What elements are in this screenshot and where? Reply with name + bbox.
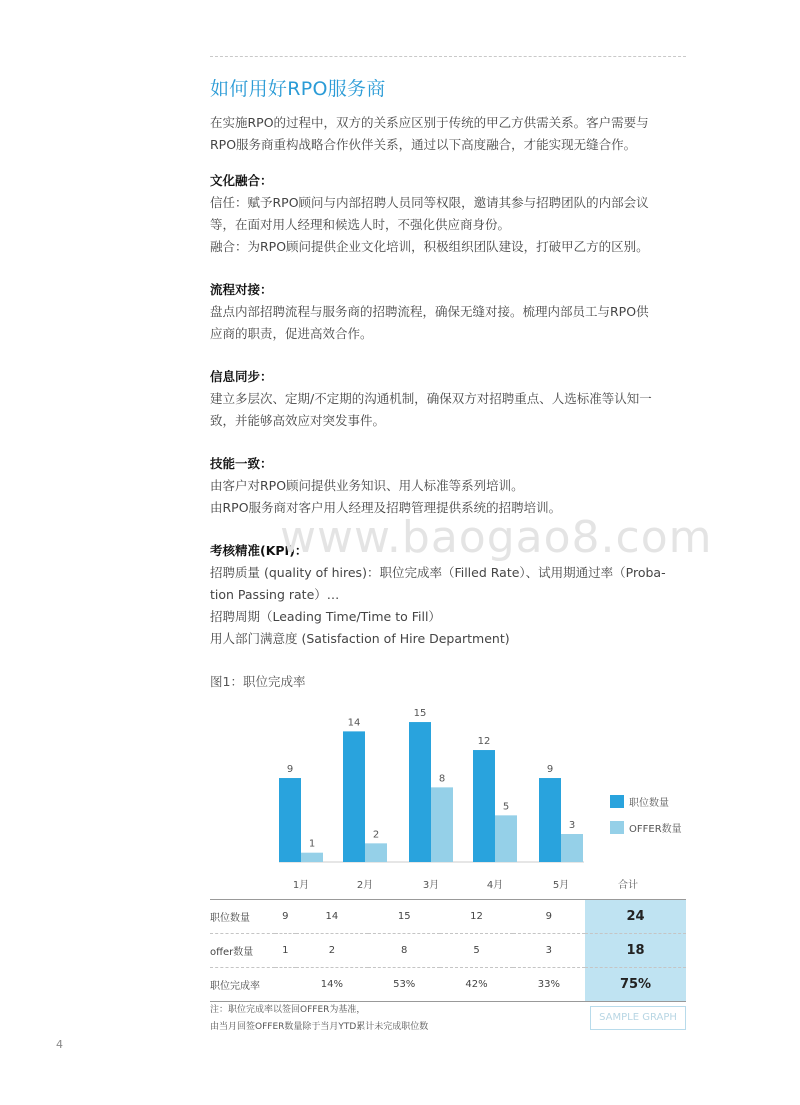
table-row: [210, 934, 686, 968]
section-info-sync: [210, 366, 690, 432]
table-cell: [275, 968, 296, 1002]
sample-graph-label: SAMPLE GRAPH: [590, 1006, 686, 1030]
intro-line: 在实施RPO的过程中，双方的关系应区别于传统的甲乙方供需关系。客户需要与: [210, 115, 649, 130]
section-line: 应商的职责，促进高效合作。: [210, 326, 373, 341]
table-cell: 15: [368, 900, 440, 934]
data-label: 5: [502, 801, 510, 813]
x-tick-label: 1月: [292, 880, 310, 891]
section-line: 信任：赋予RPO顾问与内部招聘人员同等权限，邀请其参与招聘团队的内部会议: [210, 195, 649, 210]
section-line: 招聘周期（Leading Time/Time to Fill）: [210, 609, 441, 624]
data-label: 3: [568, 820, 576, 832]
section-line: 由RPO服务商对客户用人经理及招聘管理提供系统的招聘培训。: [210, 500, 562, 515]
footnote-line: 由当月回签OFFER数量除于当月YTD累计未完成职位数: [210, 1022, 429, 1032]
bar-positions: [539, 778, 561, 862]
table-row: [210, 968, 686, 1002]
bar-offers: [495, 815, 517, 862]
x-tick-label: 4月: [486, 880, 504, 891]
data-label: 8: [438, 773, 446, 785]
x-tick-label: 3月: [422, 880, 440, 891]
row-label: 职位完成率: [210, 968, 275, 1002]
table-cell: 33%: [513, 968, 585, 1002]
bar-offers: [301, 853, 323, 862]
intro-line: RPO服务商重构战略合作伙伴关系，通过以下高度融合，才能实现无缝合作。: [210, 137, 637, 152]
data-label: 2: [372, 829, 380, 841]
x-tick-label: 2月: [356, 880, 374, 891]
bar-positions: [343, 731, 365, 862]
table-cell: 2: [296, 934, 368, 968]
page-number: 4: [56, 1038, 63, 1051]
section-line: 用人部门满意度 (Satisfaction of Hire Department): [210, 631, 510, 646]
article-body: [210, 112, 690, 671]
legend-item: [610, 820, 682, 834]
intro-paragraph: [210, 112, 690, 156]
section-title: 流程对接：: [210, 282, 273, 297]
section-culture: [210, 170, 690, 258]
section-line: 等，在面对用人经理和候选人时，不强化供应商身份。: [210, 217, 511, 232]
bar-positions: [473, 750, 495, 862]
section-title: 技能一致：: [210, 456, 273, 471]
data-label: 15: [413, 708, 427, 720]
data-label: 14: [347, 717, 361, 729]
section-line: tion Passing rate）…: [210, 587, 340, 602]
bar-offers: [431, 787, 453, 862]
section-line: 盘点内部招聘流程与服务商的招聘流程，确保无缝对接。梳理内部员工与RPO供: [210, 304, 649, 319]
watermark: www.baogao8.com: [280, 512, 713, 563]
table-row: [210, 900, 686, 934]
footnote: [210, 1002, 428, 1036]
total-cell: 18: [585, 934, 686, 968]
section-line: 建立多层次、定期/不定期的沟通机制，确保双方对招聘重点、人选标准等认知一: [210, 391, 652, 406]
legend-label: OFFER数量: [629, 823, 682, 835]
table-cell: 9: [275, 900, 296, 934]
legend-swatch: [610, 795, 624, 808]
table-cell: 5: [440, 934, 512, 968]
page-title: 如何用好RPO服务商: [210, 78, 386, 100]
figure-caption: 图1：职位完成率: [210, 674, 306, 689]
section-line: 招聘质量 (quality of hires)：职位完成率（Filled Rate）、试用期通过率（Proba-: [210, 565, 666, 580]
total-cell: 75%: [585, 968, 686, 1002]
data-label: 1: [308, 838, 316, 850]
data-table: [210, 899, 686, 1002]
table-cell: 9: [513, 900, 585, 934]
table-cell: 3: [513, 934, 585, 968]
table-cell: 14: [296, 900, 368, 934]
row-label: offer数量: [210, 934, 275, 968]
table-cell: 1: [275, 934, 296, 968]
section-title: 信息同步：: [210, 369, 273, 384]
section-title: 文化融合：: [210, 173, 273, 188]
section-line: 融合：为RPO顾问提供企业文化培训，积极组织团队建设，打破甲乙方的区别。: [210, 239, 649, 254]
x-tick-label: 5月: [552, 880, 570, 891]
bar-positions: [279, 778, 301, 862]
section-line: 由客户对RPO顾问提供业务知识、用人标准等系列培训。: [210, 478, 524, 493]
section-skills: [210, 453, 690, 519]
bar-offers: [561, 834, 583, 862]
total-header: 合计: [618, 880, 638, 891]
table-cell: 53%: [368, 968, 440, 1002]
section-process: [210, 279, 690, 345]
legend-label: 职位数量: [629, 797, 669, 809]
bar-positions: [409, 722, 431, 862]
top-divider: [210, 56, 686, 57]
table-cell: 42%: [440, 968, 512, 1002]
table-cell: 14%: [296, 968, 368, 1002]
row-label: 职位数量: [210, 900, 275, 934]
data-label: 12: [477, 736, 491, 748]
legend-swatch: [610, 821, 624, 834]
legend-item: [610, 794, 682, 808]
chart-legend: [610, 794, 682, 846]
section-line: 致，并能够高效应对突发事件。: [210, 413, 386, 428]
data-label: 9: [546, 764, 554, 776]
table-cell: 8: [368, 934, 440, 968]
data-label: 9: [286, 764, 294, 776]
bar-offers: [365, 843, 387, 862]
section-title: 考核精准(KPI)：: [210, 543, 308, 558]
table-cell: 12: [440, 900, 512, 934]
footnote-line: 注：职位完成率以签回OFFER为基准，: [210, 1005, 366, 1015]
total-cell: 24: [585, 900, 686, 934]
